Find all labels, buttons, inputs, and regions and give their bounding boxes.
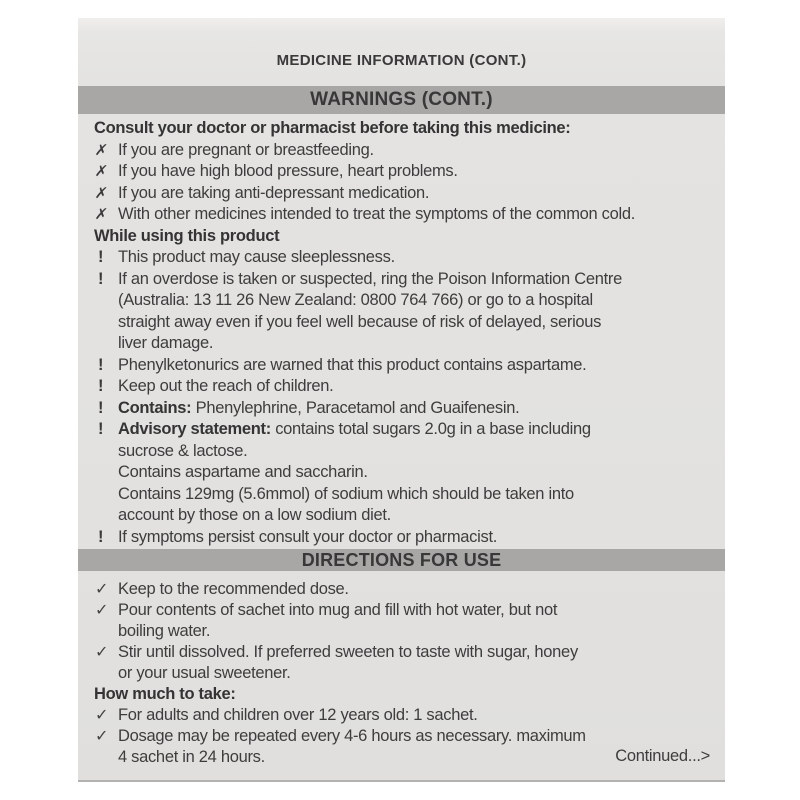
line-text-body: 4 sachet in 24 hours. — [118, 748, 265, 766]
cross-icon: ✗ — [93, 184, 109, 202]
cross-icon: ✗ — [93, 206, 109, 223]
line-text-body: Phenylketonurics are warned that this product contains aspartame. — [118, 355, 587, 374]
line-text — [118, 269, 622, 291]
label-line — [78, 269, 725, 291]
line-text-body: Phenylephrine, Paracetamol and Guaifenesin. — [191, 398, 520, 417]
line-text-body: If you are taking anti-depressant medication. — [118, 183, 430, 202]
check-icon: ✓ — [95, 581, 109, 598]
line-text-body: Keep out the reach of children. — [118, 377, 334, 395]
exclamation-icon: ! — [98, 527, 104, 546]
label-line — [78, 226, 725, 248]
line-text — [118, 290, 593, 312]
line-text-body: (Australia: 13 11 26 New Zealand: 0800 764 766) or go to a hospital — [118, 291, 593, 309]
label-line — [78, 419, 725, 441]
line-text — [118, 333, 213, 355]
line-text-body: Contains aspartame and saccharin. — [118, 463, 368, 481]
label-line — [78, 161, 725, 183]
line-text — [118, 312, 601, 334]
line-text-body: Contains 129mg (5.6mmol) of sodium which should be taken into — [118, 484, 574, 503]
label-line — [78, 621, 725, 642]
check-icon: ✓ — [95, 602, 109, 619]
line-text-body: If symptoms persist consult your doctor or pharmacist. — [118, 527, 498, 546]
line-text-body: With other medicines intended to treat the symptoms of the common cold. — [118, 205, 636, 223]
exclamation-icon: ! — [98, 398, 104, 417]
line-text — [118, 376, 333, 398]
line-text-body: straight away even if you feel well because of risk of delayed, serious — [118, 312, 602, 331]
check-icon: ✓ — [95, 644, 109, 661]
check-icon: ✓ — [95, 707, 109, 724]
line-text — [94, 226, 279, 248]
directions-bar-title: DIRECTIONS FOR USE — [301, 550, 502, 570]
line-text — [118, 621, 210, 642]
label-line — [78, 204, 725, 226]
line-text — [118, 642, 578, 663]
cross-icon: ✗ — [93, 141, 109, 159]
line-text — [118, 183, 429, 205]
label-line — [78, 290, 725, 312]
line-text — [118, 419, 591, 441]
label-line — [78, 355, 725, 377]
exclamation-icon: ! — [98, 269, 104, 288]
line-text-body: account by those on a low sodium diet. — [118, 506, 391, 524]
label-line — [78, 118, 725, 140]
line-text-body: Dosage may be repeated every 4-6 hours as necessary. maximum — [118, 727, 586, 745]
cross-icon: ✗ — [93, 163, 109, 180]
line-text — [118, 579, 349, 600]
label-line — [78, 726, 725, 747]
label-line — [78, 183, 725, 205]
label-line — [78, 642, 725, 663]
line-text-body: Consult your doctor or pharmacist before taking this medicine: — [94, 119, 571, 137]
panel-title: MEDICINE INFORMATION (CONT.) — [276, 52, 527, 69]
line-text — [118, 204, 635, 226]
label-line — [78, 527, 725, 549]
line-text-body: or your usual sweetener. — [118, 664, 291, 682]
line-text — [118, 441, 247, 463]
line-text-body: contains total sugars 2.0g in a base including — [270, 420, 591, 438]
line-text-body: If you are pregnant or breastfeeding. — [118, 140, 374, 159]
label-line — [78, 247, 725, 269]
line-text-body: liver damage. — [118, 334, 214, 352]
line-text — [118, 705, 478, 726]
line-text — [118, 600, 557, 621]
label-line — [78, 505, 725, 527]
line-text — [118, 140, 374, 162]
line-text-body: For adults and children over 12 years old: 1 sachet. — [118, 706, 478, 724]
label-line — [78, 376, 725, 398]
exclamation-icon: ! — [98, 377, 104, 395]
label-line — [78, 441, 725, 463]
medicine-label — [78, 18, 725, 782]
label-line — [78, 705, 725, 726]
line-text-body: Pour contents of sachet into mug and fill with hot water, but not — [118, 601, 558, 619]
line-text — [94, 684, 236, 705]
label-line — [78, 663, 725, 684]
line-text-body: If you have high blood pressure, heart problems. — [118, 162, 458, 180]
line-text-body: While using this product — [94, 226, 280, 245]
line-text-body: How much to take: — [94, 685, 236, 703]
line-text — [118, 505, 391, 527]
check-icon: ✓ — [95, 728, 109, 745]
label-line — [78, 462, 725, 484]
directions-section-bar — [78, 549, 725, 571]
line-text-body: Keep to the recommended dose. — [118, 580, 349, 598]
line-text — [118, 398, 519, 420]
label-line — [78, 600, 725, 621]
line-text — [94, 118, 570, 140]
label-line — [78, 484, 725, 506]
exclamation-icon: ! — [98, 248, 104, 266]
line-text-body: boiling water. — [118, 622, 211, 640]
line-text — [118, 747, 265, 768]
line-text-bold: Advisory statement: — [118, 420, 271, 438]
line-text — [118, 161, 458, 183]
line-text — [118, 462, 368, 484]
warnings-bar-title: WARNINGS (CONT.) — [310, 89, 493, 110]
line-text-body: Stir until dissolved. If preferred sweeten to taste with sugar, honey — [118, 643, 578, 661]
label-line — [78, 140, 725, 162]
line-text — [118, 527, 497, 549]
label-line — [78, 312, 725, 334]
warnings-section-bar — [78, 86, 725, 114]
line-text — [118, 247, 395, 269]
line-text-body: If an overdose is taken or suspected, ring the Poison Information Centre — [118, 269, 622, 288]
warnings-text-block — [78, 118, 725, 548]
label-line — [78, 398, 725, 420]
line-text — [118, 663, 291, 684]
line-text — [118, 484, 574, 506]
line-text-body: sucrose & lactose. — [118, 441, 248, 460]
exclamation-icon: ! — [98, 420, 104, 438]
label-line — [78, 579, 725, 600]
exclamation-icon: ! — [98, 355, 104, 374]
line-text — [118, 726, 586, 747]
line-text-body: This product may cause sleeplessness. — [118, 248, 395, 266]
line-text — [118, 355, 586, 377]
label-line — [78, 684, 725, 705]
directions-text-block — [78, 579, 725, 768]
continued-note: Continued...> — [615, 747, 710, 765]
line-text-bold: Contains: — [118, 398, 192, 417]
label-line — [78, 333, 725, 355]
